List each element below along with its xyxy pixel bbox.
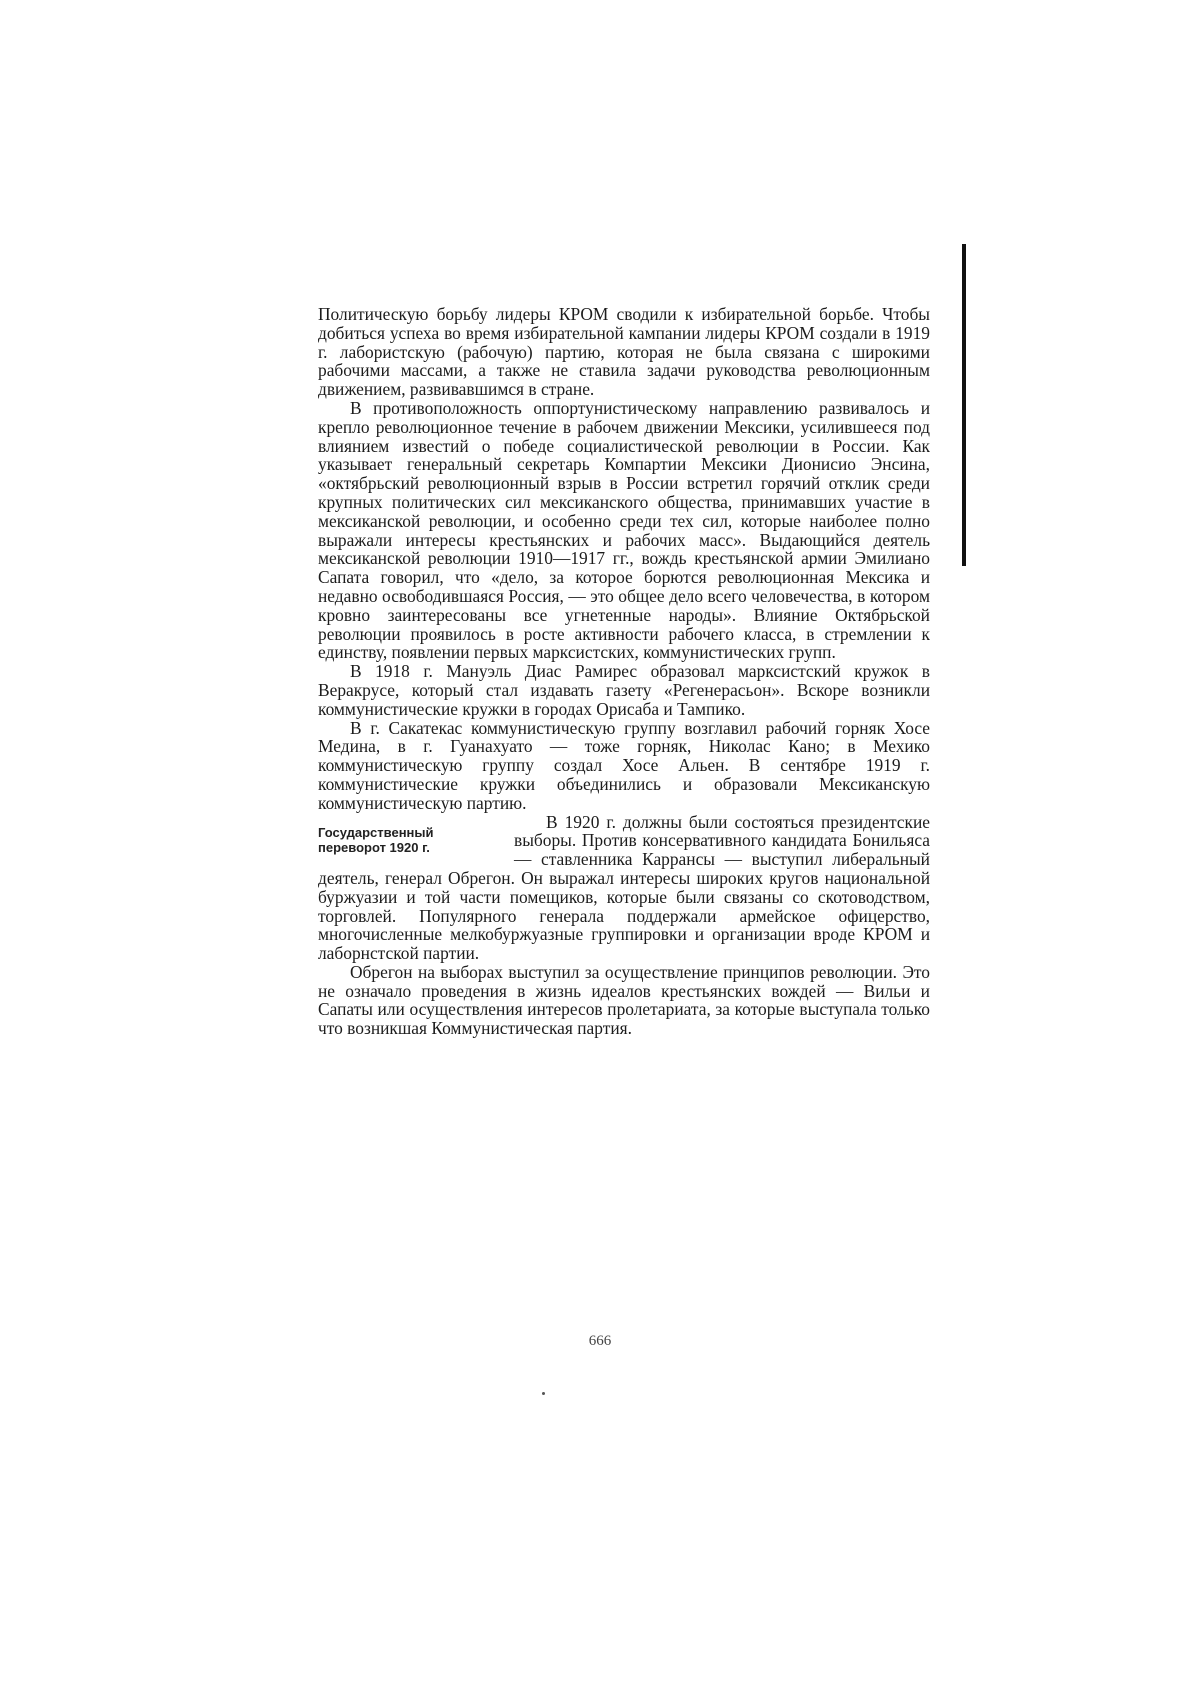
- paragraph-5: В 1920 г. должны были состояться президентские выборы. Против консервативного кандидата Бонильяса — ставленника Каррансы — выступил либеральный деятель, генерал Обрегон. Он выражал интересы широких кругов национальной буржуазии и той части помещиков, которые были связаны со скотоводством, торговлей. Популярного генерала поддержали армейское офицерство, многочисленные мелкобуржуазные группировки и организации вроде КРОМ и лаборнстской партии.: [318, 811, 930, 964]
- body-text: [318, 305, 930, 1038]
- paragraph-2: В противоположность оппортунистическому направлению развивалось и крепло революционное течение в рабочем движении Мексики, усилившееся под влиянием известий о победе социалистической революции в России. Как указывает генеральный секретарь Компартии Мексики Дионисио Энсина, «октябрьский революционный взрыв в России встретил горячий отклик среди крупных политических сил мексиканского общества, принимавших участие в мексиканской революции, и особенно среди тех сил, которые наиболее полно выражали интересы крестьянских и рабочих масс». Выдающийся деятель мексиканской революции 1910—1917 гг., вождь крестьянской армии Эмилиано Сапата говорил, что «дело, за которое борются революционная Мексика и недавно освободившаяся Россия, — это общее дело всего человечества, в котором кровно заинтересованы все угнетенные народы». Влияние Октябрьской революции проявилось в росте активности рабочего класса, в стремлении к единству, появлении первых марксистских, коммунистических групп.: [318, 397, 930, 663]
- paragraph-4: В г. Сакатекас коммунистическую группу возглавил рабочий горняк Хосе Медина, в г. Гуанахуато — тоже горняк, Николас Кано; в Мехико коммунистическую группу создал Хосе Альен. В сентябре 1919 г. коммунистические кружки объединились и образовали Мексиканскую коммунистическую партию.: [318, 717, 930, 813]
- speck: [542, 1392, 545, 1395]
- page-number: 666: [588, 1333, 612, 1349]
- paragraph-3: В 1918 г. Мануэль Диас Рамирес образовал марксистский кружок в Веракрусе, который стал издавать газету «Регенерасьон». Вскоре возникли коммунистические кружки в городах Орисаба и Тампико.: [318, 661, 930, 719]
- paragraph-1: Политическую борьбу лидеры КРОМ сводили к избирательной борьбе. Чтобы добиться успеха во время избирательной кампании лидеры КРОМ создали в 1919 г. лабористскую (рабочую) партию, которая не была связана с широкими рабочими массами, а также не ставила задачи руководства революционным движением, развивавшимся в стране.: [318, 304, 930, 400]
- section-heading: [318, 825, 498, 855]
- margin-bar: [962, 244, 966, 566]
- section-heading-line-1: Государственный: [318, 824, 434, 840]
- section-heading-line-2: переворот 1920 г.: [318, 839, 430, 855]
- paragraph-6: Обрегон на выборах выступил за осуществление принципов революции. Это не означало проведения в жизнь идеалов крестьянских вождей — Вильи и Сапаты или осуществления интересов пролетариата, за которые выступала только что возникшая Коммунистическая партия.: [318, 961, 930, 1039]
